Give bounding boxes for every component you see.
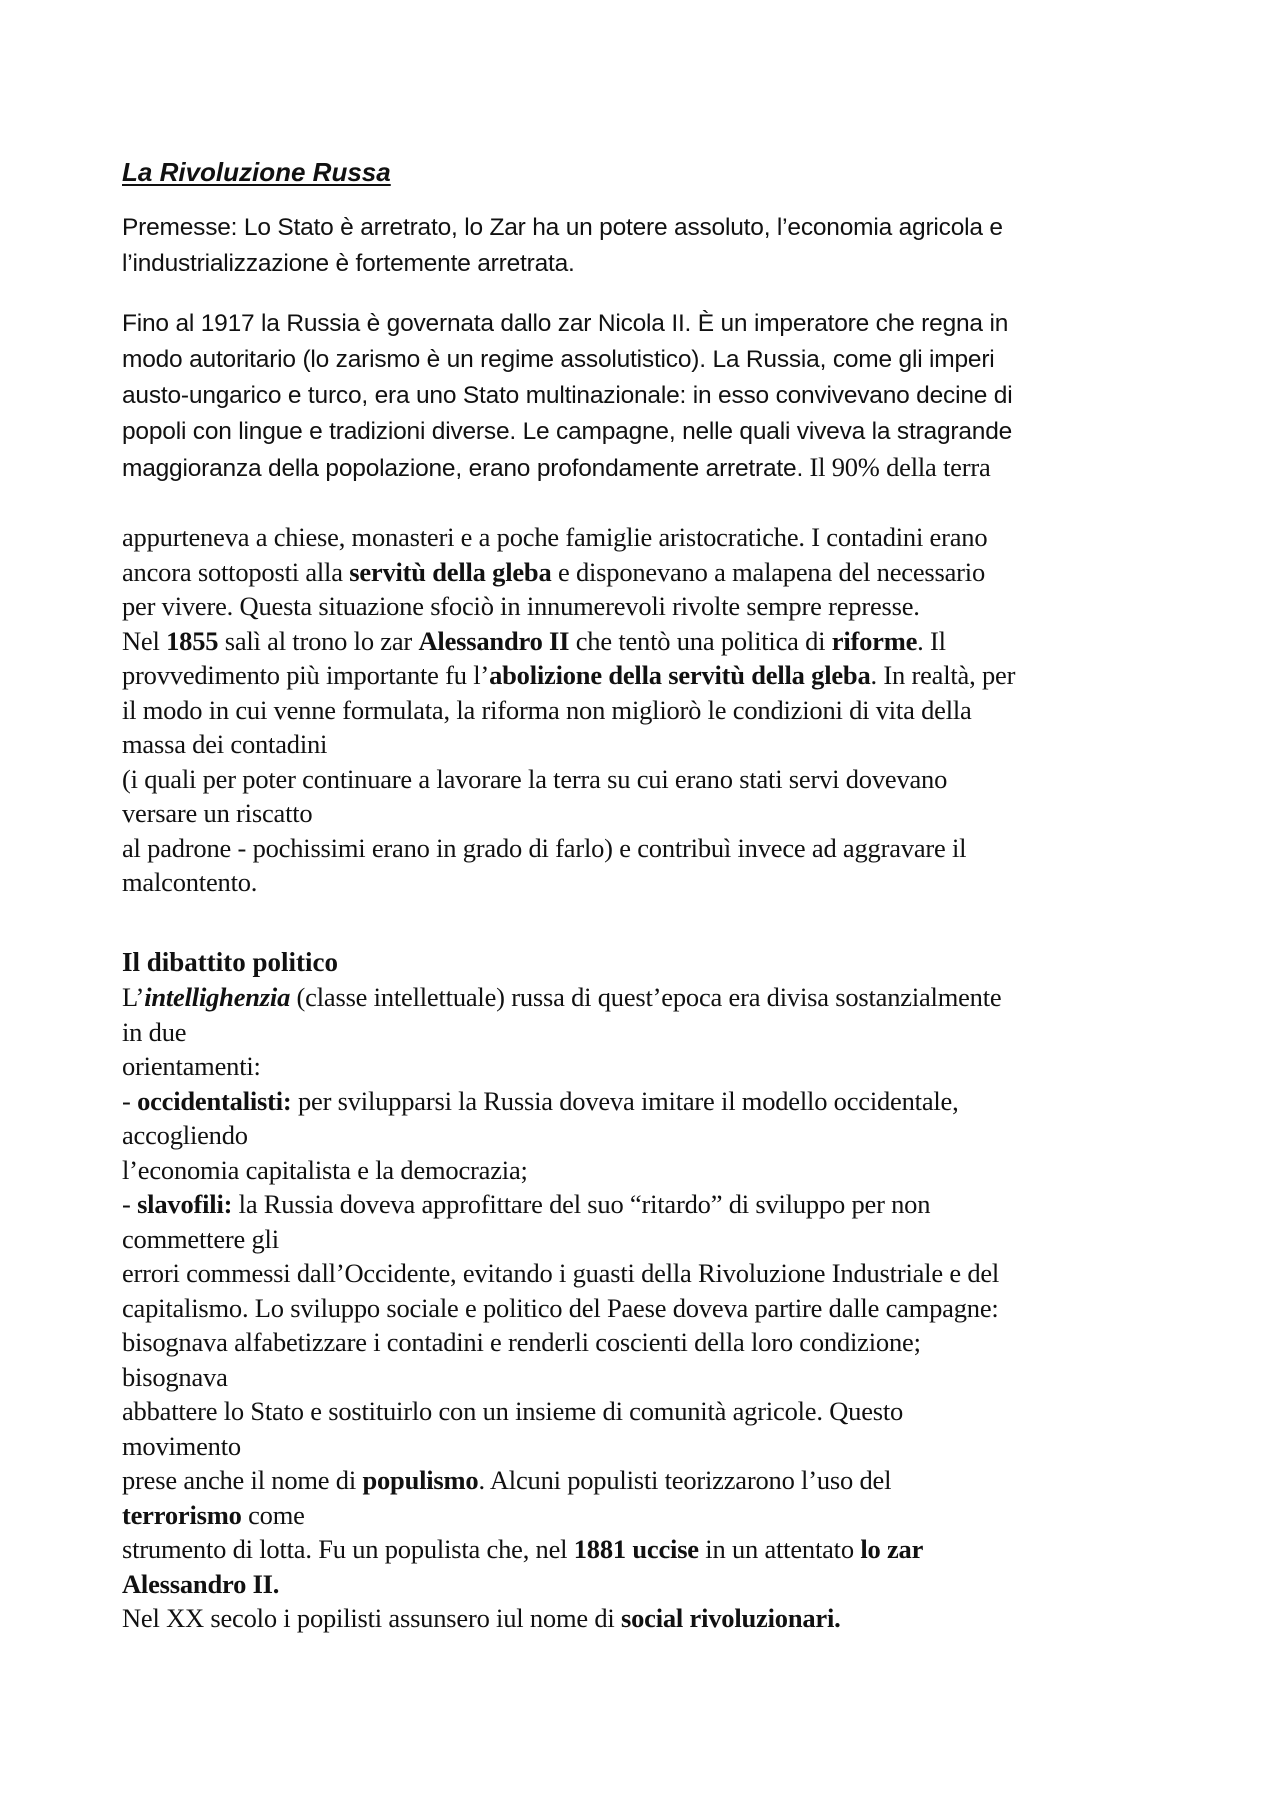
text-run: Nel — [122, 625, 167, 656]
zar-nicola-paragraph — [122, 306, 1012, 487]
text-run: . In realtà, per — [870, 660, 1016, 690]
text-run: che tentò una politica di — [569, 625, 832, 656]
dibattito-line-14: movimento — [122, 1430, 241, 1461]
text-run: per svilupparsi la Russia doveva imitare il modello occidentale, — [291, 1085, 959, 1116]
zar-nicola-line-2: modo autoritario (lo zarismo è un regime assolutistico). La Russia, come gli imperi — [122, 346, 995, 373]
dibattito-line-11: bisognava alfabetizzare i contadini e renderli coscienti della loro condizione; — [122, 1327, 921, 1357]
dibattito-line-18 — [122, 1567, 1001, 1602]
dibattito-line-9: errori commessi dall’Occidente, evitando i guasti della Rivoluzione Industriale e del — [122, 1258, 1000, 1288]
dibattito-line-17 — [122, 1532, 1001, 1567]
dibattito-line-13: abbattere lo Stato e sostituirlo con un insieme di comunità agricole. Questo — [122, 1396, 904, 1426]
text-run: . Il — [917, 625, 946, 656]
bold-term: abolizione della servitù della gleba — [489, 660, 871, 690]
dibattito-line-2: in due — [122, 1016, 187, 1047]
premesse-line-2: l’industrializzazione è fortemente arretrata. — [122, 250, 575, 277]
riforme-line-10: al padrone - pochissimi erano in grado di farlo) e contribuì invece ad aggravare il — [122, 832, 967, 863]
text-run: (classe intellettuale) russa di quest’epoca era divisa sostanzialmente — [290, 982, 1002, 1012]
bold-term: lo zar — [860, 1534, 924, 1564]
text-run: L’ — [122, 982, 145, 1012]
dibattito-line-3: orientamenti: — [122, 1051, 261, 1081]
dibattito-line-4 — [122, 1084, 1001, 1119]
riforme-line-8: (i quali per poter continuare a lavorare la terra su cui erano stati servi dovevano — [122, 763, 948, 794]
zar-nicola-line-3: austo-ungarico e turco, era uno Stato multinazionale: in esso convivevano decine di — [122, 382, 1013, 409]
text-run: - — [122, 1085, 138, 1116]
text-run: prese anche il nome di — [122, 1465, 363, 1495]
bold-italic-term: intellighenzia — [144, 982, 291, 1012]
premesse-line-1: Premesse: Lo Stato è arretrato, lo Zar ha un potere assoluto, l’economia agricola e — [122, 214, 1003, 241]
bold-term: 1855 — [166, 625, 219, 656]
text-run: come — [241, 1499, 305, 1530]
mixed-serif-segment: Il 90% della terra — [803, 452, 991, 482]
riforme-line-4 — [122, 624, 1015, 659]
dibattito-line-5: accogliendo — [122, 1120, 248, 1150]
riforme-line-6: il modo in cui venne formulata, la riforma non migliorò le condizioni di vita della — [122, 694, 972, 725]
riforme-line-2 — [122, 555, 1015, 590]
text-run: provvedimento più importante fu l’ — [122, 660, 490, 690]
text-run: in un attentato — [698, 1534, 861, 1564]
bold-term: riforme — [831, 625, 918, 656]
dibattito-line-12: bisognava — [122, 1361, 228, 1392]
zar-nicola-line-5 — [122, 450, 1012, 487]
bold-term: social rivoluzionari. — [621, 1603, 841, 1633]
text-run: - — [122, 1189, 138, 1219]
riforme-paragraph — [122, 520, 1015, 900]
riforme-line-11: malcontento. — [122, 867, 258, 897]
dibattito-line-10: capitalismo. Lo sviluppo sociale e politico del Paese doveva partire dalle campagne: — [122, 1292, 999, 1323]
bold-term: terrorismo — [122, 1499, 242, 1530]
zar-nicola-line-4: popoli con lingue e tradizioni diverse. Le campagne, nelle quali viveva la stragrande — [122, 418, 1013, 445]
text-run: la Russia doveva approfittare del suo “ritardo” di sviluppo per non — [232, 1189, 931, 1219]
section-title-dibattito: Il dibattito politico — [122, 947, 339, 977]
bold-term: Alessandro II. — [122, 1568, 280, 1599]
premesse-paragraph — [122, 210, 1003, 282]
bold-term: slavofili: — [137, 1189, 233, 1219]
dibattito-line-15 — [122, 1463, 1001, 1498]
bold-term: populismo — [362, 1465, 479, 1495]
text-run: e disponevano a malapena del necessario — [551, 556, 986, 587]
text-run: ancora sottoposti alla — [122, 556, 350, 587]
riforme-line-1: appurteneva a chiese, monasteri e a poche famiglie aristocratiche. I contadini erano — [122, 522, 988, 552]
riforme-line-9: versare un riscatto — [122, 798, 313, 828]
zar-nicola-line-1: Fino al 1917 la Russia è governata dallo zar Nicola II. È un imperatore che regna in — [122, 310, 1009, 337]
text-run: salì al trono lo zar — [218, 625, 419, 656]
dibattito-line-7 — [122, 1187, 1001, 1222]
dibattito-line-19 — [122, 1601, 1001, 1636]
dibattito-line-8: commettere gli — [122, 1223, 279, 1254]
bold-term: occidentalisti: — [137, 1085, 292, 1116]
dibattito-paragraph — [122, 980, 1001, 1636]
text-run: Nel XX secolo i popilisti assunsero iul nome di — [122, 1603, 621, 1633]
riforme-line-7: massa dei contadini — [122, 729, 328, 759]
text-run: strumento di lotta. Fu un populista che, nel — [122, 1534, 574, 1564]
dibattito-line-16 — [122, 1498, 1001, 1533]
bold-term: Alessandro II — [418, 625, 570, 656]
bold-term: 1881 uccise — [573, 1534, 699, 1564]
dibattito-line-1 — [122, 980, 1001, 1015]
text-run: . Alcuni populisti teorizzarono l’uso del — [478, 1465, 892, 1495]
bold-term: servitù della gleba — [349, 556, 552, 587]
document-title: La Rivoluzione Russa — [122, 157, 391, 187]
riforme-line-5 — [122, 658, 1015, 693]
dibattito-line-6: l’economia capitalista e la democrazia; — [122, 1154, 528, 1185]
riforme-line-3: per vivere. Questa situazione sfociò in innumerevoli rivolte sempre represse. — [122, 591, 920, 621]
mixed-sans-segment: maggioranza della popolazione, erano profondamente arretrate. — [122, 455, 804, 482]
